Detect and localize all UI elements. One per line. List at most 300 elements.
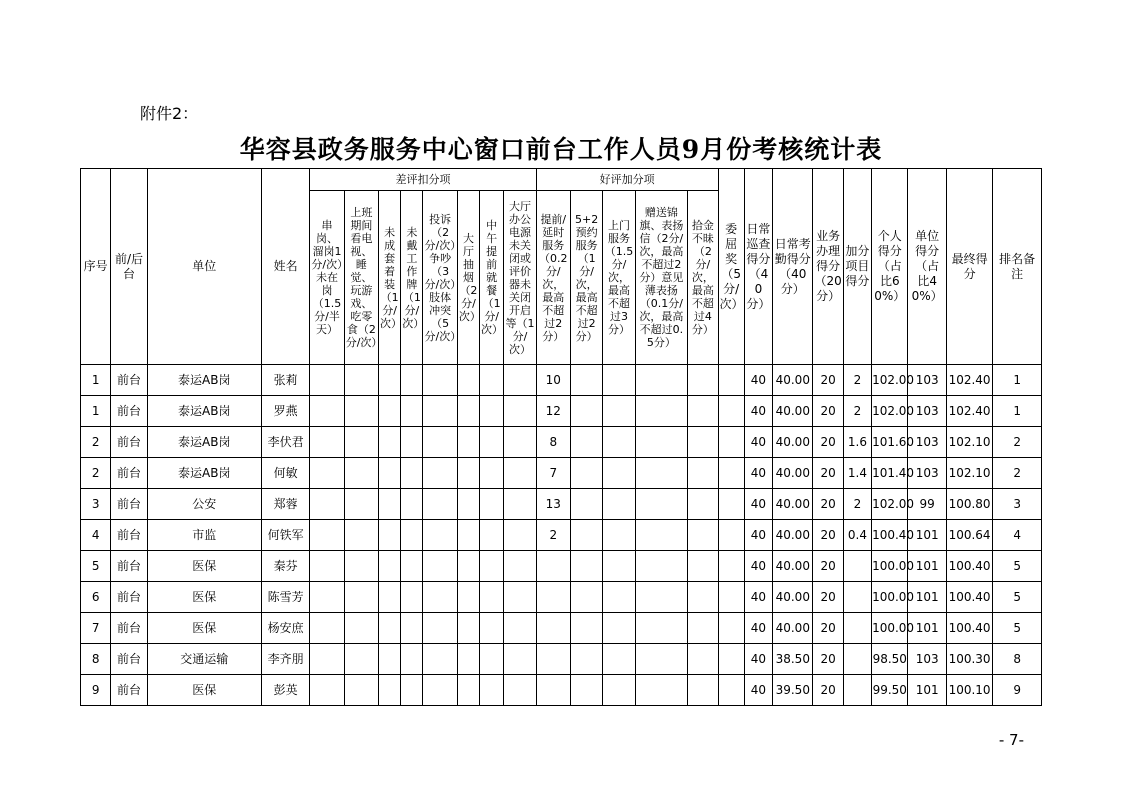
cell-empty	[457, 489, 479, 520]
cell-empty	[718, 396, 744, 427]
cell-empty	[570, 458, 602, 489]
cell-empty	[310, 613, 344, 644]
cell-fb: 前台	[111, 613, 147, 644]
cell-empty	[718, 427, 744, 458]
cell-rank: 8	[993, 644, 1042, 675]
cell-empty	[401, 675, 423, 706]
cell-patrol: 40	[744, 489, 772, 520]
cell-rank: 2	[993, 458, 1042, 489]
cell-unit: 泰运AB岗	[147, 396, 261, 427]
cell-empty	[688, 613, 718, 644]
cell-unit: 医保	[147, 551, 261, 582]
cell-unitscore: 101	[908, 675, 946, 706]
cell-empty	[344, 582, 378, 613]
cell-biz: 20	[813, 396, 843, 427]
cell-seq: 7	[81, 613, 111, 644]
cell-unit: 医保	[147, 582, 261, 613]
cell-empty	[480, 458, 504, 489]
cell-p1	[536, 644, 570, 675]
cell-personal: 101.60	[872, 427, 908, 458]
col-pos-item: 提前/延时服务（0.2分/次，最高不超过2分）	[536, 191, 570, 365]
cell-empty	[504, 489, 536, 520]
col-personal-score: 个人得分（占比60%）	[872, 169, 908, 365]
col-rank-note: 排名备注	[993, 169, 1042, 365]
cell-empty	[688, 489, 718, 520]
cell-empty	[603, 396, 635, 427]
cell-p1: 12	[536, 396, 570, 427]
cell-unit: 泰运AB岗	[147, 427, 261, 458]
cell-empty	[635, 458, 688, 489]
cell-empty	[379, 365, 401, 396]
cell-empty	[401, 644, 423, 675]
cell-empty	[688, 551, 718, 582]
cell-empty	[344, 613, 378, 644]
cell-empty	[379, 458, 401, 489]
cell-empty	[344, 458, 378, 489]
cell-empty	[423, 613, 457, 644]
cell-empty	[688, 427, 718, 458]
cell-biz: 20	[813, 613, 843, 644]
cell-empty	[718, 520, 744, 551]
cell-personal: 102.00	[872, 365, 908, 396]
cell-empty	[310, 644, 344, 675]
cell-empty	[423, 675, 457, 706]
cell-fb: 前台	[111, 644, 147, 675]
cell-empty	[504, 458, 536, 489]
page-number: - 7-	[998, 731, 1024, 749]
cell-empty	[603, 489, 635, 520]
cell-empty	[401, 365, 423, 396]
cell-empty	[635, 551, 688, 582]
cell-seq: 2	[81, 427, 111, 458]
cell-empty	[457, 427, 479, 458]
cell-personal: 100.00	[872, 613, 908, 644]
cell-biz: 20	[813, 582, 843, 613]
cell-unitscore: 103	[908, 458, 946, 489]
cell-final: 100.40	[946, 582, 992, 613]
cell-empty	[603, 613, 635, 644]
cell-name: 彭英	[261, 675, 310, 706]
cell-p1: 13	[536, 489, 570, 520]
col-business-score: 业务办理得分（20分）	[813, 169, 843, 365]
cell-seq: 3	[81, 489, 111, 520]
cell-bonus: 2	[843, 365, 871, 396]
cell-empty	[718, 582, 744, 613]
cell-empty	[423, 427, 457, 458]
cell-empty	[570, 582, 602, 613]
cell-empty	[603, 644, 635, 675]
cell-unit: 交通运输	[147, 644, 261, 675]
cell-empty	[423, 365, 457, 396]
cell-biz: 20	[813, 365, 843, 396]
cell-empty	[310, 489, 344, 520]
cell-empty	[504, 396, 536, 427]
cell-empty	[379, 675, 401, 706]
cell-seq: 5	[81, 551, 111, 582]
cell-empty	[344, 520, 378, 551]
cell-unitscore: 99	[908, 489, 946, 520]
cell-rank: 5	[993, 551, 1042, 582]
cell-empty	[570, 427, 602, 458]
cell-empty	[570, 520, 602, 551]
col-unit-score: 单位得分（占比40%）	[908, 169, 946, 365]
cell-empty	[718, 675, 744, 706]
cell-bonus	[843, 551, 871, 582]
cell-empty	[570, 365, 602, 396]
cell-bonus	[843, 675, 871, 706]
cell-attend: 40.00	[773, 458, 813, 489]
table-row	[81, 365, 1042, 396]
cell-p1	[536, 675, 570, 706]
col-daily-attendance: 日常考勤得分（40分）	[773, 169, 813, 365]
cell-final: 100.80	[946, 489, 992, 520]
cell-name: 何敏	[261, 458, 310, 489]
cell-unitscore: 103	[908, 396, 946, 427]
cell-empty	[457, 396, 479, 427]
cell-empty	[718, 551, 744, 582]
cell-biz: 20	[813, 489, 843, 520]
cell-personal: 100.00	[872, 551, 908, 582]
cell-rank: 5	[993, 613, 1042, 644]
cell-empty	[310, 396, 344, 427]
cell-personal: 100.40	[872, 520, 908, 551]
cell-patrol: 40	[744, 582, 772, 613]
cell-final: 100.30	[946, 644, 992, 675]
cell-empty	[401, 396, 423, 427]
cell-biz: 20	[813, 458, 843, 489]
cell-biz: 20	[813, 644, 843, 675]
cell-bonus	[843, 644, 871, 675]
cell-unit: 泰运AB岗	[147, 365, 261, 396]
cell-rank: 9	[993, 675, 1042, 706]
cell-empty	[570, 675, 602, 706]
cell-rank: 2	[993, 427, 1042, 458]
col-neg-item: 未成套着装（1分/次）	[379, 191, 401, 365]
cell-unit: 泰运AB岗	[147, 458, 261, 489]
cell-bonus: 0.4	[843, 520, 871, 551]
cell-unitscore: 103	[908, 644, 946, 675]
cell-rank: 1	[993, 396, 1042, 427]
col-neg-item: 串岗、溜岗1分/次）未在岗（1.5分/半天）	[310, 191, 344, 365]
cell-empty	[570, 613, 602, 644]
cell-unit: 公安	[147, 489, 261, 520]
cell-bonus	[843, 613, 871, 644]
cell-empty	[480, 427, 504, 458]
cell-empty	[603, 458, 635, 489]
cell-empty	[310, 427, 344, 458]
cell-empty	[603, 520, 635, 551]
cell-seq: 1	[81, 396, 111, 427]
table-row	[81, 427, 1042, 458]
cell-patrol: 40	[744, 396, 772, 427]
cell-fb: 前台	[111, 458, 147, 489]
cell-empty	[635, 582, 688, 613]
cell-empty	[635, 365, 688, 396]
cell-empty	[504, 551, 536, 582]
col-neg-item: 大厅办公电源未关闭或评价器未关闭开启等（1分/次）	[504, 191, 536, 365]
table-row	[81, 520, 1042, 551]
cell-rank: 5	[993, 582, 1042, 613]
cell-personal: 102.00	[872, 489, 908, 520]
cell-final: 100.64	[946, 520, 992, 551]
cell-empty	[401, 427, 423, 458]
cell-unitscore: 101	[908, 582, 946, 613]
cell-empty	[718, 613, 744, 644]
negative-group-header: 差评扣分项	[310, 169, 536, 191]
cell-personal: 101.40	[872, 458, 908, 489]
cell-bonus: 2	[843, 489, 871, 520]
cell-final: 100.40	[946, 613, 992, 644]
cell-empty	[480, 365, 504, 396]
table-row	[81, 644, 1042, 675]
cell-empty	[718, 644, 744, 675]
cell-attend: 39.50	[773, 675, 813, 706]
cell-empty	[423, 489, 457, 520]
cell-unitscore: 101	[908, 520, 946, 551]
col-pos-item: 拾金不昧（2分/次，最高不超过4分）	[688, 191, 718, 365]
cell-final: 100.10	[946, 675, 992, 706]
cell-empty	[688, 458, 718, 489]
cell-personal: 100.00	[872, 582, 908, 613]
cell-empty	[310, 458, 344, 489]
cell-empty	[603, 365, 635, 396]
cell-unitscore: 103	[908, 365, 946, 396]
cell-personal: 99.50	[872, 675, 908, 706]
col-neg-item: 大厅抽烟（2分/次）	[457, 191, 479, 365]
cell-p1	[536, 613, 570, 644]
cell-biz: 20	[813, 427, 843, 458]
cell-fb: 前台	[111, 520, 147, 551]
cell-empty	[480, 520, 504, 551]
cell-unit: 医保	[147, 675, 261, 706]
col-pos-item: 上门服务（1.5分/次，最高不超过3分）	[603, 191, 635, 365]
cell-empty	[379, 582, 401, 613]
cell-empty	[504, 520, 536, 551]
cell-name: 何铁军	[261, 520, 310, 551]
cell-patrol: 40	[744, 458, 772, 489]
cell-empty	[504, 365, 536, 396]
cell-empty	[603, 551, 635, 582]
cell-empty	[480, 644, 504, 675]
cell-final: 102.10	[946, 427, 992, 458]
col-neg-item: 投诉（2分/次）争吵（3分/次）肢体冲突（5分/次）	[423, 191, 457, 365]
cell-name: 张莉	[261, 365, 310, 396]
cell-empty	[457, 613, 479, 644]
cell-final: 102.40	[946, 396, 992, 427]
cell-seq: 9	[81, 675, 111, 706]
page-title: 华容县政务服务中心窗口前台工作人员9月份考核统计表	[239, 135, 883, 164]
cell-empty	[423, 582, 457, 613]
cell-empty	[457, 644, 479, 675]
cell-empty	[344, 551, 378, 582]
cell-attend: 40.00	[773, 427, 813, 458]
cell-empty	[635, 675, 688, 706]
cell-empty	[401, 582, 423, 613]
cell-patrol: 40	[744, 613, 772, 644]
cell-p1: 8	[536, 427, 570, 458]
cell-empty	[379, 613, 401, 644]
cell-empty	[480, 613, 504, 644]
cell-attend: 40.00	[773, 365, 813, 396]
cell-seq: 8	[81, 644, 111, 675]
cell-fb: 前台	[111, 675, 147, 706]
cell-empty	[718, 489, 744, 520]
table-row	[81, 489, 1042, 520]
cell-p1	[536, 551, 570, 582]
cell-empty	[504, 644, 536, 675]
cell-bonus: 1.6	[843, 427, 871, 458]
cell-patrol: 40	[744, 675, 772, 706]
cell-fb: 前台	[111, 396, 147, 427]
cell-empty	[688, 644, 718, 675]
table-row	[81, 613, 1042, 644]
cell-biz: 20	[813, 675, 843, 706]
col-committee-award: 委屈奖（5分/次）	[718, 169, 744, 365]
cell-empty	[344, 675, 378, 706]
cell-empty	[504, 582, 536, 613]
cell-empty	[603, 582, 635, 613]
cell-p1: 2	[536, 520, 570, 551]
cell-empty	[423, 396, 457, 427]
cell-empty	[423, 551, 457, 582]
cell-empty	[310, 520, 344, 551]
cell-empty	[401, 458, 423, 489]
cell-personal: 98.50	[872, 644, 908, 675]
cell-empty	[344, 644, 378, 675]
table-row	[81, 582, 1042, 613]
cell-empty	[379, 396, 401, 427]
cell-final: 102.40	[946, 365, 992, 396]
col-neg-item: 未戴工作牌（1分/次）	[401, 191, 423, 365]
cell-fb: 前台	[111, 489, 147, 520]
assessment-table	[80, 168, 1042, 706]
cell-unit: 医保	[147, 613, 261, 644]
cell-empty	[344, 489, 378, 520]
col-neg-item: 上班期间看电视、睡觉、玩游戏、吃零食（2分/次）	[344, 191, 378, 365]
cell-final: 102.10	[946, 458, 992, 489]
col-seq: 序号	[81, 169, 111, 365]
cell-empty	[603, 675, 635, 706]
cell-empty	[570, 396, 602, 427]
cell-empty	[480, 396, 504, 427]
cell-empty	[504, 613, 536, 644]
cell-empty	[379, 427, 401, 458]
cell-final: 100.40	[946, 551, 992, 582]
cell-empty	[457, 365, 479, 396]
cell-seq: 2	[81, 458, 111, 489]
cell-empty	[457, 582, 479, 613]
cell-name: 郑蓉	[261, 489, 310, 520]
cell-empty	[379, 489, 401, 520]
cell-patrol: 40	[744, 520, 772, 551]
col-unit: 单位	[147, 169, 261, 365]
cell-seq: 1	[81, 365, 111, 396]
cell-attend: 40.00	[773, 396, 813, 427]
cell-attend: 40.00	[773, 613, 813, 644]
cell-empty	[688, 520, 718, 551]
cell-empty	[344, 365, 378, 396]
cell-name: 罗燕	[261, 396, 310, 427]
cell-bonus	[843, 582, 871, 613]
cell-fb: 前台	[111, 427, 147, 458]
cell-empty	[344, 427, 378, 458]
positive-group-header: 好评加分项	[536, 169, 718, 191]
cell-unitscore: 101	[908, 551, 946, 582]
cell-attend: 40.00	[773, 489, 813, 520]
cell-empty	[480, 675, 504, 706]
cell-empty	[379, 520, 401, 551]
col-pos-item: 赠送锦旗、表扬信（2分/次，最高不超过2分）意见薄表扬（0.1分/次，最高不超过0.5分）	[635, 191, 688, 365]
cell-rank: 3	[993, 489, 1042, 520]
cell-name: 陈雪芳	[261, 582, 310, 613]
cell-empty	[310, 551, 344, 582]
cell-patrol: 40	[744, 427, 772, 458]
cell-empty	[401, 613, 423, 644]
cell-empty	[688, 675, 718, 706]
attachment-label: 附件2：	[140, 104, 199, 123]
cell-attend: 40.00	[773, 520, 813, 551]
cell-empty	[570, 489, 602, 520]
cell-empty	[423, 644, 457, 675]
cell-empty	[310, 365, 344, 396]
cell-p1: 10	[536, 365, 570, 396]
cell-unit: 市监	[147, 520, 261, 551]
cell-bonus: 2	[843, 396, 871, 427]
cell-empty	[635, 613, 688, 644]
cell-patrol: 40	[744, 365, 772, 396]
cell-name: 杨安庶	[261, 613, 310, 644]
cell-seq: 4	[81, 520, 111, 551]
cell-bonus: 1.4	[843, 458, 871, 489]
cell-empty	[688, 365, 718, 396]
cell-empty	[480, 489, 504, 520]
col-bonus-score: 加分项目得分	[843, 169, 871, 365]
cell-empty	[635, 644, 688, 675]
cell-attend: 40.00	[773, 582, 813, 613]
cell-empty	[401, 551, 423, 582]
cell-empty	[635, 489, 688, 520]
cell-empty	[603, 427, 635, 458]
cell-empty	[423, 458, 457, 489]
cell-empty	[457, 675, 479, 706]
cell-empty	[570, 644, 602, 675]
cell-empty	[379, 644, 401, 675]
cell-unitscore: 103	[908, 427, 946, 458]
cell-fb: 前台	[111, 551, 147, 582]
cell-biz: 20	[813, 520, 843, 551]
cell-p1	[536, 582, 570, 613]
col-name: 姓名	[261, 169, 310, 365]
cell-empty	[635, 520, 688, 551]
cell-empty	[718, 458, 744, 489]
cell-empty	[480, 582, 504, 613]
cell-empty	[344, 396, 378, 427]
cell-name: 李齐朋	[261, 644, 310, 675]
cell-empty	[379, 551, 401, 582]
col-daily-patrol: 日常巡查得分（40分）	[744, 169, 772, 365]
table-row	[81, 458, 1042, 489]
table-row	[81, 396, 1042, 427]
cell-rank: 1	[993, 365, 1042, 396]
cell-seq: 6	[81, 582, 111, 613]
cell-fb: 前台	[111, 365, 147, 396]
cell-empty	[504, 675, 536, 706]
cell-empty	[457, 520, 479, 551]
cell-empty	[635, 396, 688, 427]
table-row	[81, 675, 1042, 706]
cell-empty	[570, 551, 602, 582]
cell-patrol: 40	[744, 644, 772, 675]
